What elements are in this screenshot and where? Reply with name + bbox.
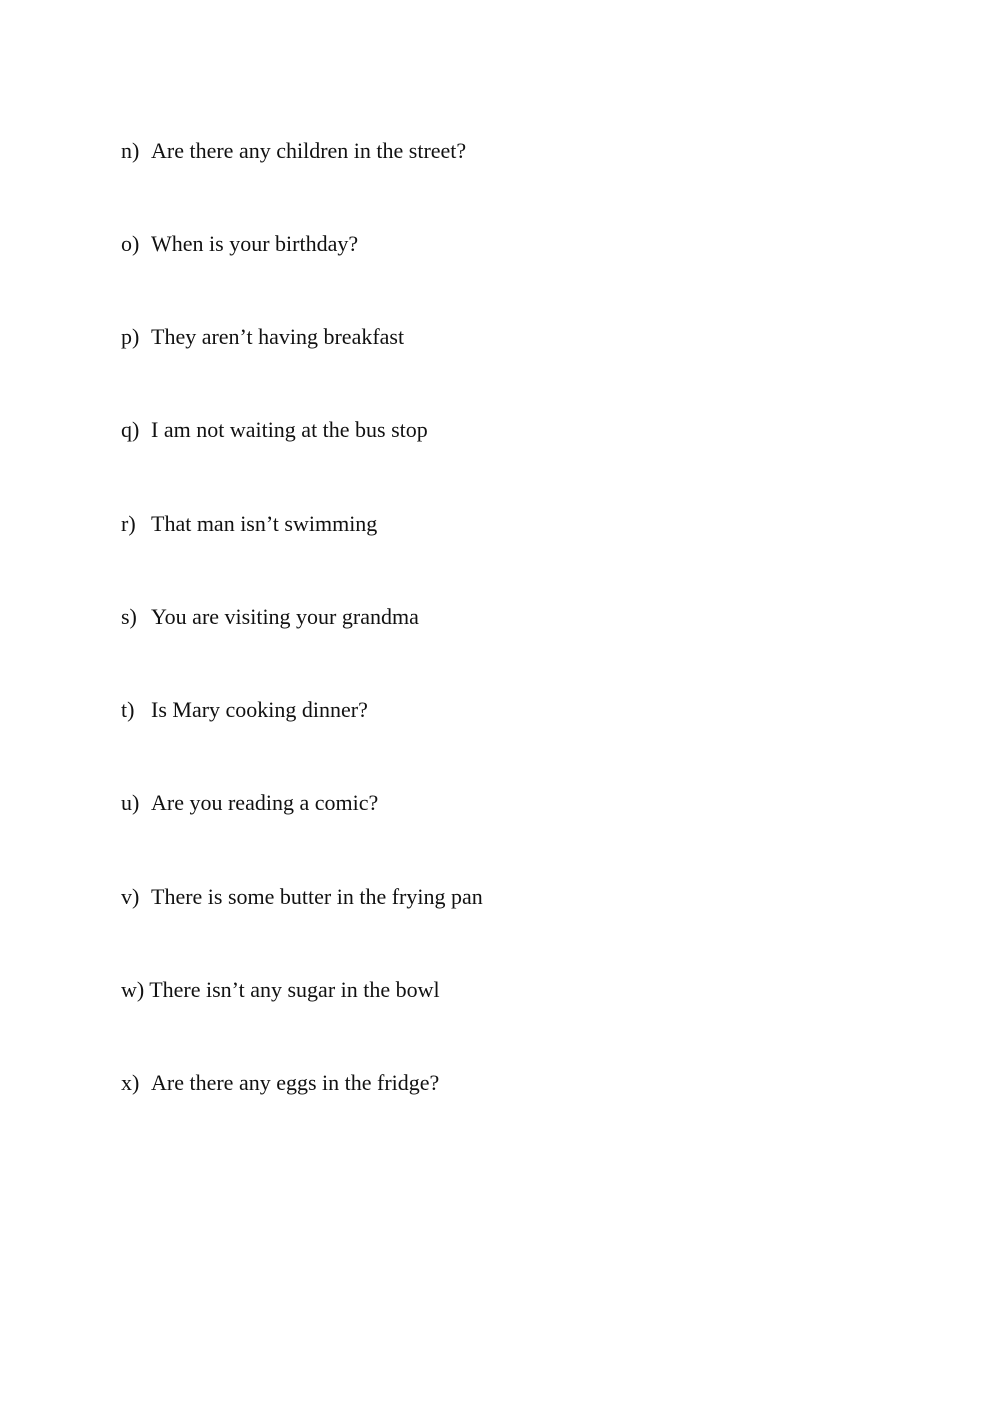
item-sentence: I am not waiting at the bus stop	[151, 417, 428, 442]
item-sentence: There is some butter in the frying pan	[151, 884, 483, 909]
item-sentence: Is Mary cooking dinner?	[151, 697, 368, 722]
list-item-w	[121, 977, 440, 1003]
item-letter: v)	[121, 884, 140, 909]
item-sentence: Are there any children in the street?	[151, 138, 467, 163]
list-item-r	[121, 511, 377, 537]
item-letter: n)	[121, 138, 140, 163]
item-sentence: Are you reading a comic?	[151, 790, 379, 815]
list-item-x	[121, 1070, 439, 1096]
list-item-q	[121, 417, 428, 443]
item-letter: w)	[121, 977, 145, 1002]
item-letter: o)	[121, 231, 140, 256]
item-sentence: There isn’t any sugar in the bowl	[149, 977, 440, 1002]
item-letter: r)	[121, 511, 136, 536]
item-letter: u)	[121, 790, 140, 815]
item-letter: s)	[121, 604, 137, 629]
list-item-t	[121, 697, 368, 723]
item-sentence: You are visiting your grandma	[151, 604, 419, 629]
list-item-n	[121, 138, 466, 164]
item-letter: q)	[121, 417, 140, 442]
item-letter: x)	[121, 1070, 140, 1095]
item-sentence: They aren’t having breakfast	[151, 324, 405, 349]
list-item-o	[121, 231, 358, 257]
item-sentence: Are there any eggs in the fridge?	[151, 1070, 440, 1095]
list-item-v	[121, 884, 483, 910]
list-item-p	[121, 324, 404, 350]
item-sentence: That man isn’t swimming	[151, 511, 378, 536]
item-letter: t)	[121, 697, 135, 722]
list-item-u	[121, 790, 378, 816]
item-sentence: When is your birthday?	[151, 231, 359, 256]
item-letter: p)	[121, 324, 140, 349]
list-item-s	[121, 604, 419, 630]
